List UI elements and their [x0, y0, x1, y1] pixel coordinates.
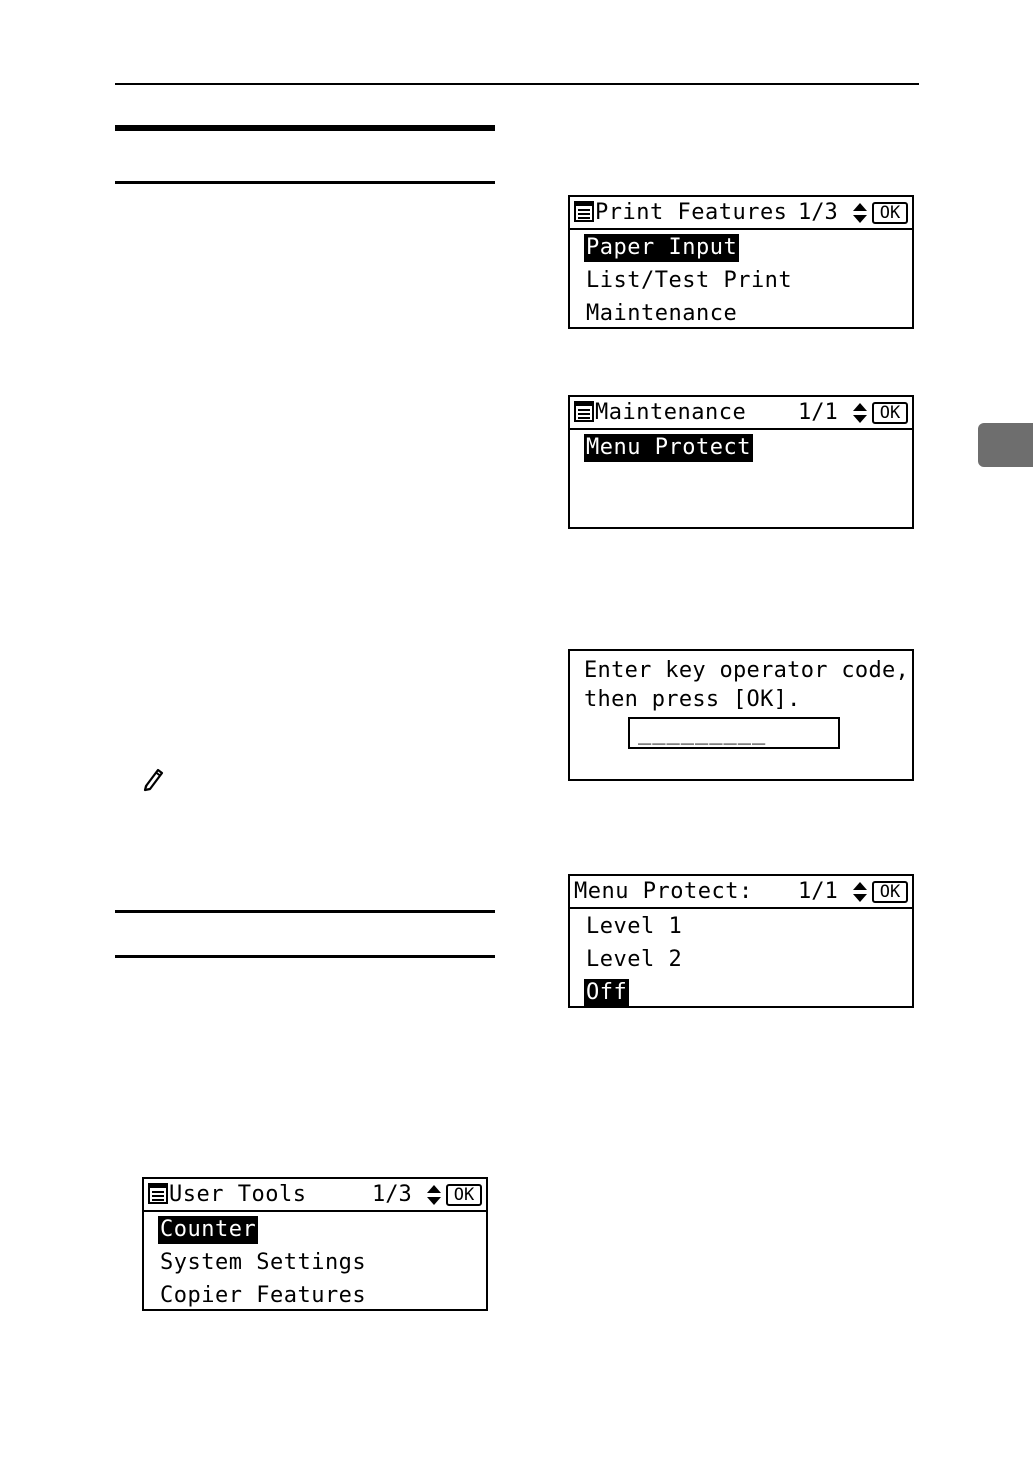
- lcd-page-indicator: 1/1: [798, 879, 838, 904]
- lcd-title-text: Menu Protect:: [574, 879, 753, 904]
- lcd-title-text: Print Features: [595, 200, 788, 225]
- note-pencil-icon: [140, 766, 166, 792]
- lcd-title-text: User Tools: [169, 1182, 307, 1207]
- lcd-maintenance: [568, 395, 914, 529]
- up-down-arrows-icon[interactable]: [852, 202, 868, 224]
- menu-item-list-test-print[interactable]: List/Test Print: [586, 268, 793, 293]
- ok-button[interactable]: OK: [872, 881, 908, 903]
- menu-list-icon: [574, 200, 594, 222]
- prompt-line-1: Enter key operator code,: [584, 658, 910, 683]
- code-field-placeholder: _________: [638, 720, 767, 745]
- lcd-header: [570, 197, 912, 230]
- menu-item-off[interactable]: Off: [586, 980, 628, 1005]
- lcd-page-indicator: 1/1: [798, 400, 838, 425]
- menu-item-menu-protect[interactable]: Menu Protect: [586, 435, 751, 460]
- prompt-line-2: then press [OK].: [584, 687, 801, 712]
- ok-button[interactable]: OK: [446, 1184, 482, 1206]
- lcd-page-indicator: 1/3: [798, 200, 838, 225]
- lcd-header: [570, 876, 912, 909]
- section-heading-rule-thin: [115, 181, 495, 184]
- up-down-arrows-icon[interactable]: [852, 402, 868, 424]
- lcd-title: [148, 1181, 306, 1209]
- lcd-title: [574, 878, 753, 906]
- menu-list-icon: [148, 1182, 168, 1204]
- menu-item-system-settings[interactable]: System Settings: [160, 1250, 367, 1275]
- lcd-title: [574, 399, 746, 427]
- menu-list-icon: [574, 400, 594, 422]
- lcd-page-indicator: 1/3: [372, 1182, 412, 1207]
- lcd-user-tools: [142, 1177, 488, 1311]
- menu-item-paper-input[interactable]: Paper Input: [586, 235, 738, 260]
- up-down-arrows-icon[interactable]: [852, 881, 868, 903]
- lcd-title-text: Maintenance: [595, 400, 747, 425]
- key-operator-code-field[interactable]: [628, 717, 840, 749]
- subsection-heading-rule-top: [115, 910, 495, 913]
- lcd-header: [144, 1179, 486, 1212]
- menu-item-copier-features[interactable]: Copier Features: [160, 1283, 367, 1308]
- menu-item-counter[interactable]: Counter: [160, 1217, 257, 1242]
- menu-item-maintenance[interactable]: Maintenance: [586, 301, 738, 326]
- lcd-header: [570, 397, 912, 430]
- menu-item-level-2[interactable]: Level 2: [586, 947, 683, 972]
- section-heading-rule-thick: [115, 125, 495, 131]
- lcd-key-operator-code: [568, 649, 914, 781]
- header-rule: [115, 83, 919, 85]
- up-down-arrows-icon[interactable]: [426, 1184, 442, 1206]
- lcd-print-features: [568, 195, 914, 329]
- lcd-menu-protect: [568, 874, 914, 1008]
- ok-button[interactable]: OK: [872, 402, 908, 424]
- ok-button[interactable]: OK: [872, 202, 908, 224]
- menu-item-level-1[interactable]: Level 1: [586, 914, 683, 939]
- lcd-title: [574, 199, 787, 227]
- chapter-tab: [978, 423, 1033, 467]
- subsection-heading-rule-bottom: [115, 955, 495, 958]
